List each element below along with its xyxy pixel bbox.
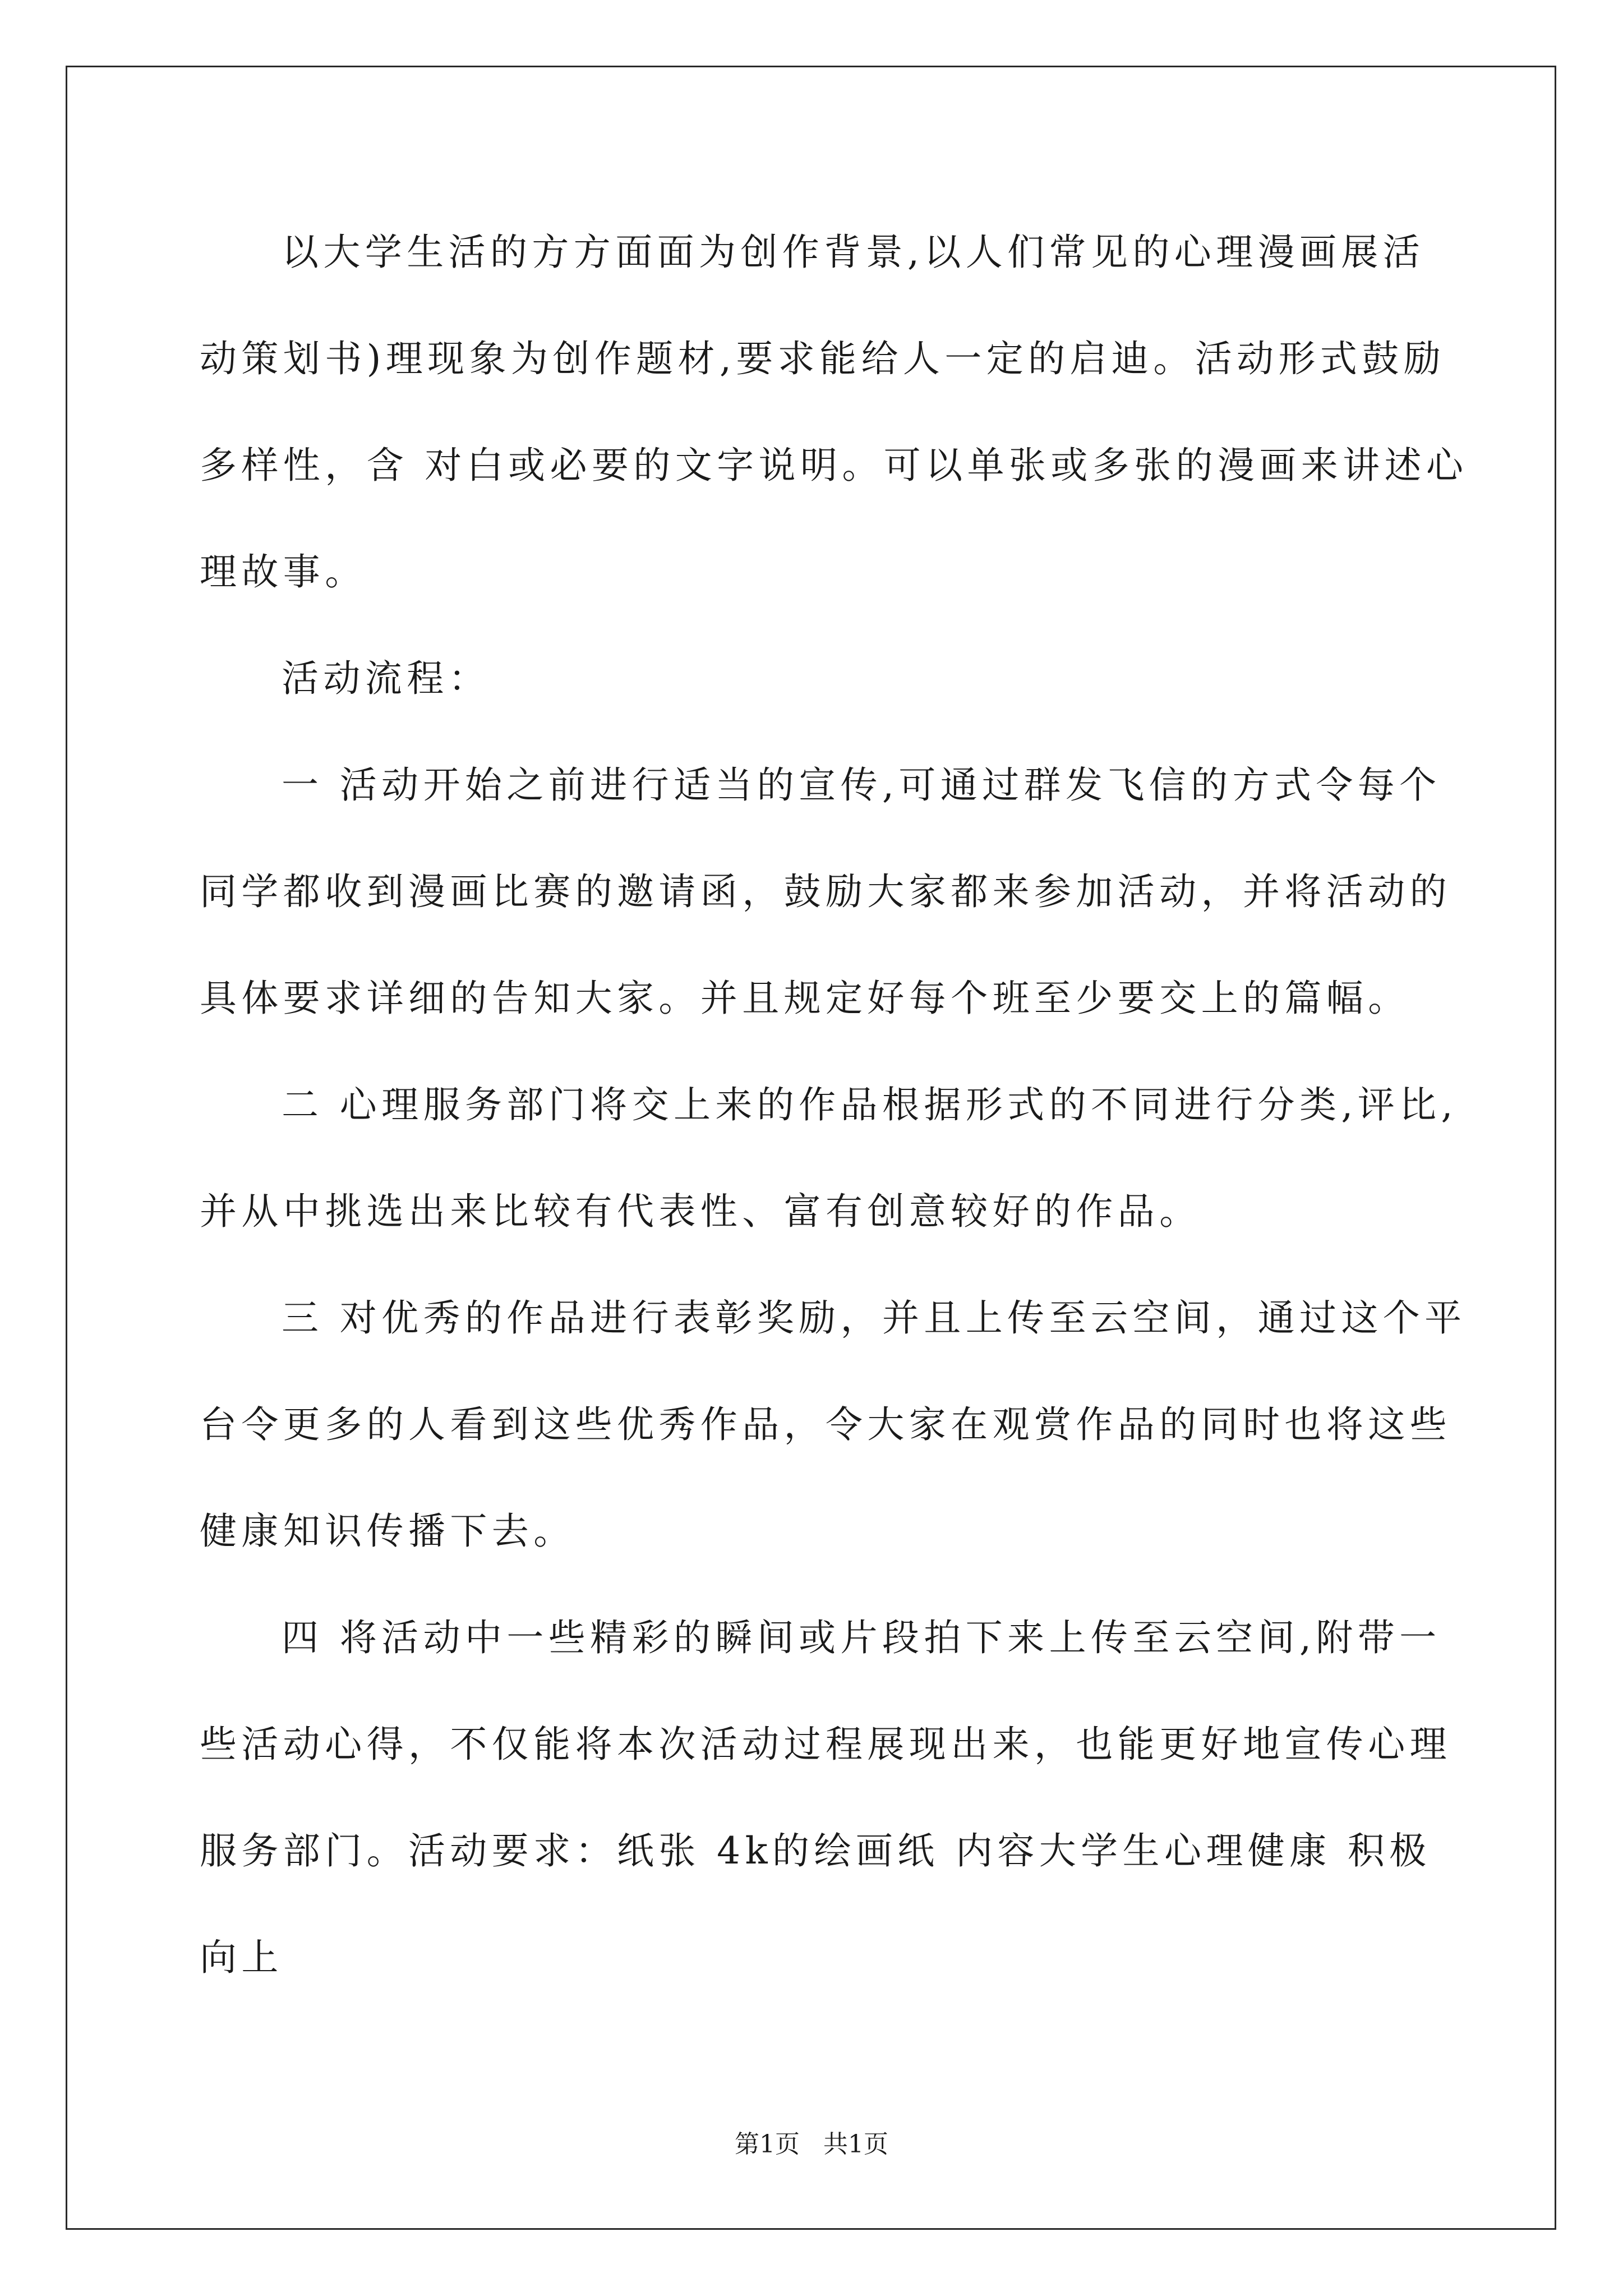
text-line: 健康知识传播下去。 — [200, 1510, 575, 1553]
text-line: 一 活动开始之前进行适当的宣传,可通过群发飞信的方式令每个 — [282, 763, 1441, 807]
text-line: 以大学生活的方方面面为创作背景,以人们常见的心理漫画展活 — [282, 231, 1425, 274]
text-line: 二 心理服务部门将交上来的作品根据形式的不同进行分类,评比, — [282, 1083, 1458, 1126]
text-line: 服务部门。活动要求：纸张 4k的绘画纸 内容大学生心理健康 积极 — [200, 1829, 1431, 1872]
text-line: 些活动心得，不仅能将本次活动过程展现出来，也能更好地宣传心理 — [200, 1723, 1451, 1766]
text-line: 三 对优秀的作品进行表彰奖励，并且上传至云空间，通过这个平 — [282, 1296, 1467, 1340]
text-line: 并从中挑选出来比较有代表性、富有创意较好的作品。 — [200, 1190, 1201, 1233]
text-line: 多样性，含 对白或必要的文字说明。可以单张或多张的漫画来讲述心 — [200, 444, 1468, 487]
text-line: 活动流程： — [282, 657, 490, 700]
text-line: 同学都收到漫画比赛的邀请函，鼓励大家都来参加活动，并将活动的 — [200, 870, 1451, 913]
text-line: 具体要求详细的告知大家。并且规定好每个班至少要交上的篇幅。 — [200, 977, 1410, 1020]
text-line: 四 将活动中一些精彩的瞬间或片段拍下来上传至云空间,附带一 — [282, 1616, 1441, 1659]
text-line: 理故事。 — [200, 550, 367, 593]
text-line: 向上 — [200, 1936, 283, 1979]
text-line: 动策划书)理现象为创作题材,要求能给人一定的启迪。活动形式鼓励 — [200, 337, 1446, 380]
page-footer: 第1页 共1页 — [735, 2130, 888, 2159]
text-line: 台令更多的人看到这些优秀作品，令大家在观赏作品的同时也将这些 — [200, 1403, 1451, 1446]
page-border — [66, 66, 1556, 2230]
